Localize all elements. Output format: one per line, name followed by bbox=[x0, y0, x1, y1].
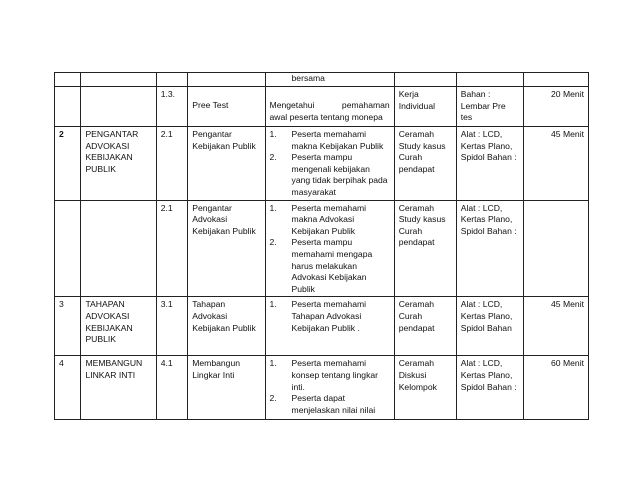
objective-line-1: Mengetahui pemahaman bbox=[269, 100, 390, 110]
cell-media: Alat : LCD, Kertas Plano, Spidol Bahan : bbox=[456, 127, 523, 201]
cell-objective bbox=[265, 73, 394, 87]
cell-objective bbox=[265, 87, 394, 127]
cell-subtopic bbox=[188, 73, 265, 87]
cell-topic bbox=[81, 73, 156, 87]
table-row bbox=[55, 87, 589, 127]
objective-item bbox=[270, 237, 390, 295]
objective-item bbox=[270, 358, 390, 393]
table-row bbox=[55, 127, 589, 201]
objective-number: 1. bbox=[269, 202, 277, 213]
objective-number: 1. bbox=[269, 358, 277, 369]
cell-media: Bahan : Lembar Pre tes bbox=[456, 87, 523, 127]
table-row bbox=[55, 200, 589, 297]
cell-method: Ceramah Diskusi Kelompok bbox=[394, 356, 456, 420]
cell-no: 3 bbox=[55, 297, 81, 356]
objective-text: Peserta mampu mengenali kebijakan yang tidak berpihak pada masyarakat bbox=[291, 152, 388, 197]
cell-sub: 3.1 bbox=[156, 297, 188, 356]
cell-media: Alat : LCD, Kertas Plano, Spidol Bahan : bbox=[456, 356, 523, 420]
cell-objective bbox=[265, 127, 394, 201]
curriculum-table bbox=[54, 72, 589, 420]
cell-subtopic: Membangun Lingkar Inti bbox=[188, 356, 265, 420]
objective-number: 2. bbox=[269, 152, 277, 163]
cell-no: 2 bbox=[55, 127, 81, 201]
cell-objective bbox=[265, 356, 394, 420]
cell-sub: 1.3. bbox=[156, 87, 188, 127]
cell-objective bbox=[265, 297, 394, 356]
objective-text: Peserta dapat menjelaskan nilai nilai bbox=[291, 393, 376, 415]
objective-number: 1. bbox=[269, 129, 277, 139]
cell-no bbox=[55, 87, 81, 127]
cell-method: Ceramah Curah pendapat bbox=[394, 297, 456, 356]
cell-method bbox=[394, 73, 456, 87]
objective-item bbox=[270, 203, 390, 238]
cell-time bbox=[523, 200, 588, 297]
cell-topic: PENGANTAR ADVOKASI KEBIJAKAN PUBLIK bbox=[81, 127, 156, 201]
objective-text: Peserta memahami makna Advokasi Kebijakan Publik bbox=[291, 202, 367, 236]
cell-subtopic: Pengantar Advokasi Kebijakan Publik bbox=[188, 200, 265, 297]
cell-media: Alat : LCD, Kertas Plano, Spidol Bahan : bbox=[456, 200, 523, 297]
cell-sub: 4.1 bbox=[156, 356, 188, 420]
cell-subtopic: Pengantar Kebijakan Publik bbox=[188, 127, 265, 201]
cell-sub: 2.1 bbox=[156, 127, 188, 201]
objective-item bbox=[270, 152, 390, 198]
cell-time bbox=[523, 73, 588, 87]
cell-subtopic: Tahapan Advokasi Kebijakan Publik bbox=[188, 297, 265, 356]
cell-no: 4 bbox=[55, 356, 81, 420]
cell-objective bbox=[265, 200, 394, 297]
cell-time: 45 Menit bbox=[523, 297, 588, 356]
objective-item bbox=[270, 393, 390, 416]
objective-line-2: awal peserta tentang monepa bbox=[269, 111, 383, 122]
cell-no bbox=[55, 200, 81, 297]
cell-topic bbox=[81, 200, 156, 297]
table-row bbox=[55, 73, 589, 87]
objective-text: Peserta memahami konsep tentang lingkar inti. bbox=[291, 358, 379, 392]
cell-time: 60 Menit bbox=[523, 356, 588, 420]
cell-subtopic: Pree Test bbox=[188, 87, 265, 127]
cell-time: 45 Menit bbox=[523, 127, 588, 201]
objective-list bbox=[270, 129, 390, 199]
cell-media bbox=[456, 73, 523, 87]
objective-item bbox=[270, 299, 390, 334]
table-row bbox=[55, 356, 589, 420]
table-row bbox=[55, 297, 589, 356]
objective-number: 1. bbox=[269, 299, 277, 310]
objective-list bbox=[270, 358, 390, 416]
objective-list bbox=[270, 299, 390, 334]
cell-media: Alat : LCD, Kertas Plano, Spidol Bahan bbox=[456, 297, 523, 356]
cell-method: Ceramah Study kasus Curah pendapat bbox=[394, 200, 456, 297]
cell-method: Kerja Individual bbox=[394, 87, 456, 127]
objective-number: 2. bbox=[269, 237, 277, 248]
objective-text: Peserta memahami Tahapan Advokasi Kebijakan Publik . bbox=[291, 299, 367, 333]
objective-text: Peserta memahami makna Kebijakan Publik bbox=[291, 129, 384, 151]
cell-method: Ceramah Study kasus Curah pendapat bbox=[394, 127, 456, 201]
objective-text: Peserta mampu memahami mengapa harus melakukan Advokasi Kebijakan Publik bbox=[291, 237, 373, 294]
objective-item bbox=[270, 129, 390, 152]
cell-topic: MEMBANGUN LINKAR INTI bbox=[81, 356, 156, 420]
cell-sub bbox=[156, 73, 188, 87]
cell-topic bbox=[81, 87, 156, 127]
cell-sub: 2.1 bbox=[156, 200, 188, 297]
objective-continuation: bersama bbox=[291, 73, 325, 83]
cell-no bbox=[55, 73, 81, 87]
objective-list bbox=[270, 203, 390, 296]
cell-topic: TAHAPAN ADVOKASI KEBIJAKAN PUBLIK bbox=[81, 297, 156, 356]
objective-number: 2. bbox=[269, 393, 277, 404]
cell-time: 20 Menit bbox=[523, 87, 588, 127]
